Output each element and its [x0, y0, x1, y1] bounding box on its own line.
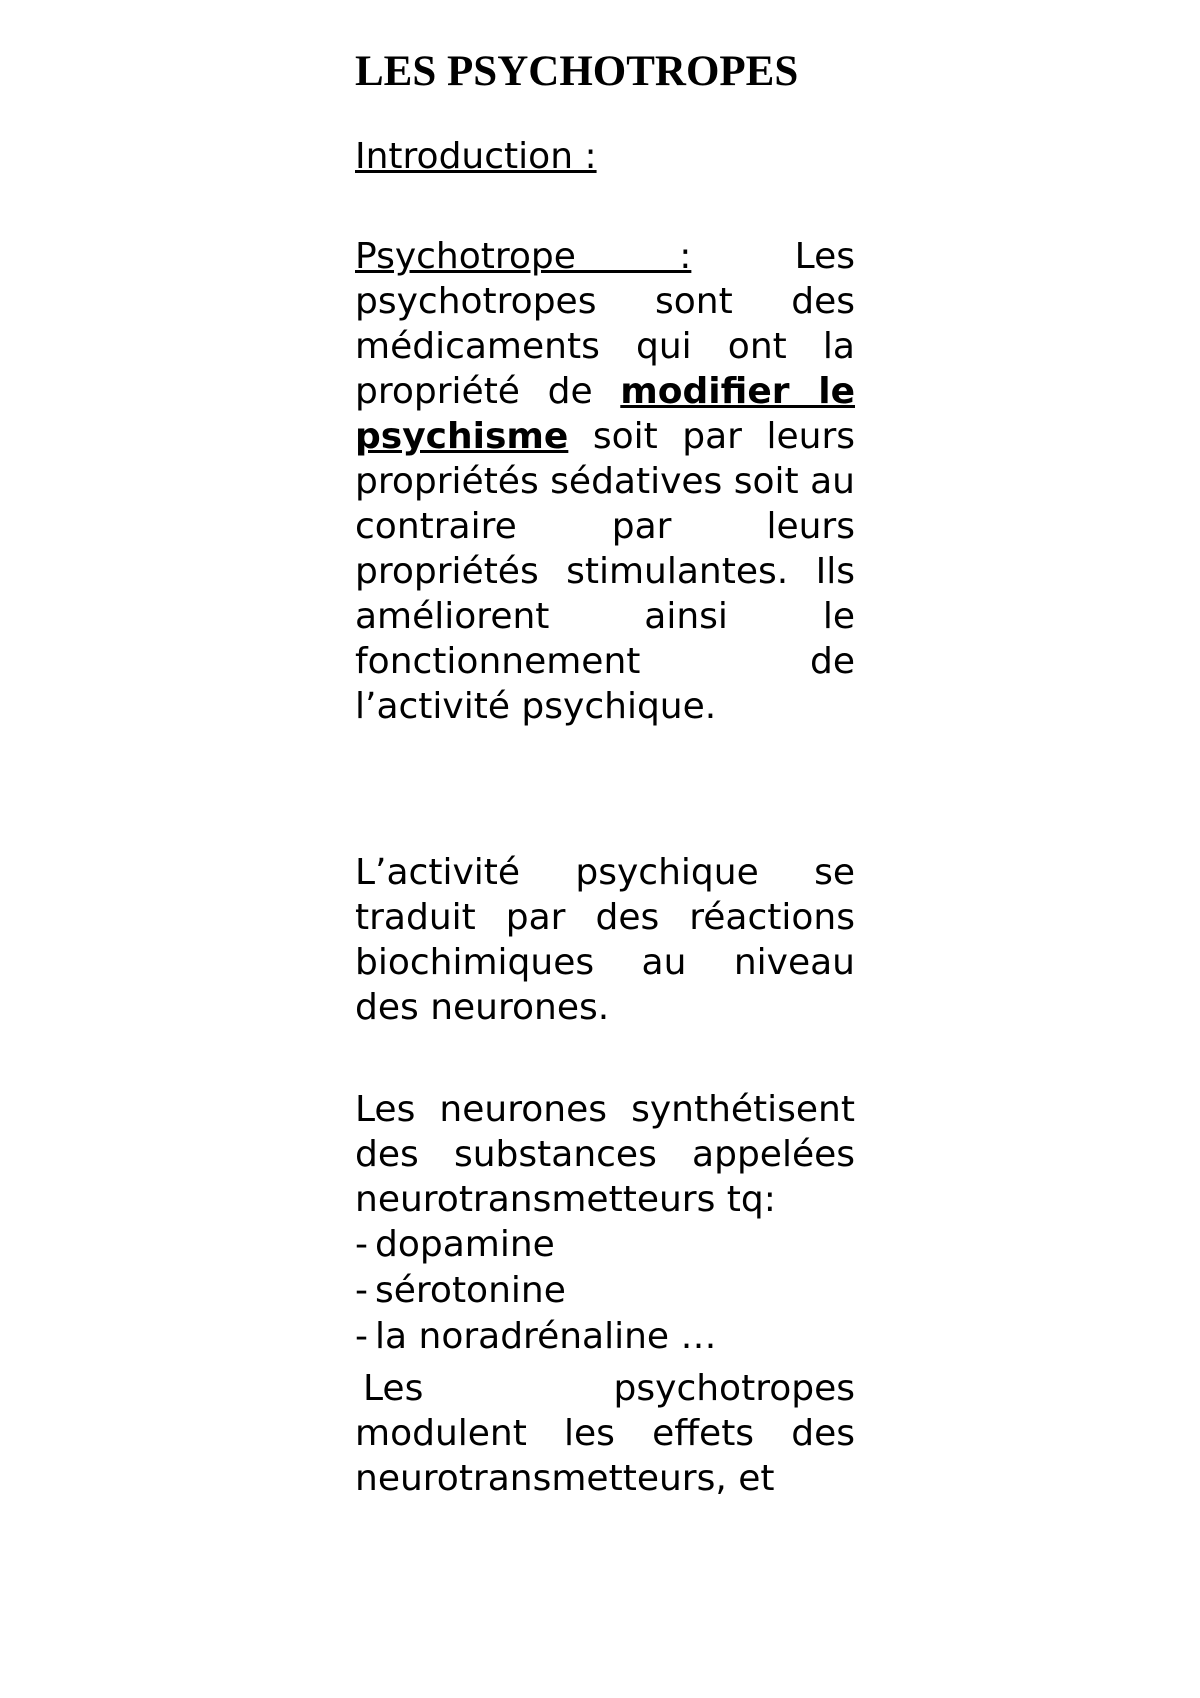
modulation-paragraph: Les psychotropes modulent les effets des neurotransmetteurs, et [355, 1368, 855, 1499]
list-item-label: dopamine [375, 1224, 555, 1265]
neurotransmitter-list [355, 1222, 855, 1360]
definition-term: Psychotrope : [355, 236, 692, 277]
activity-paragraph: L’activité psychique se traduit par des réactions biochimiques au niveau des neurones. [355, 852, 855, 1028]
list-item [355, 1314, 855, 1360]
definition-text-before: Les psychotropes sont des médicaments qui ont la propriété de [355, 236, 855, 412]
list-item-label: la noradrénaline … [375, 1316, 717, 1357]
list-item [355, 1268, 855, 1314]
introduction-heading: Introduction : [355, 136, 597, 177]
text-column [355, 44, 855, 1501]
definition-paragraph [355, 234, 855, 729]
neurons-paragraph: Les neurones synthétisent des substances appelées neurotransmetteurs tq: [355, 1089, 855, 1220]
bullet-dash: - [355, 1270, 368, 1311]
list-item [355, 1222, 855, 1268]
definition-emphasis: modifier le psychisme [355, 371, 855, 457]
document-title: LES PSYCHOTROPES [355, 48, 799, 95]
bullet-dash: - [355, 1316, 368, 1357]
list-item-label: sérotonine [375, 1270, 566, 1311]
bullet-dash: - [355, 1224, 368, 1265]
definition-text-after: soit par leurs propriétés sédatives soit au contraire par leurs propriétés stimulantes. Ils améliorent ainsi le fonctionnement de l’activité psychique. [355, 416, 855, 727]
